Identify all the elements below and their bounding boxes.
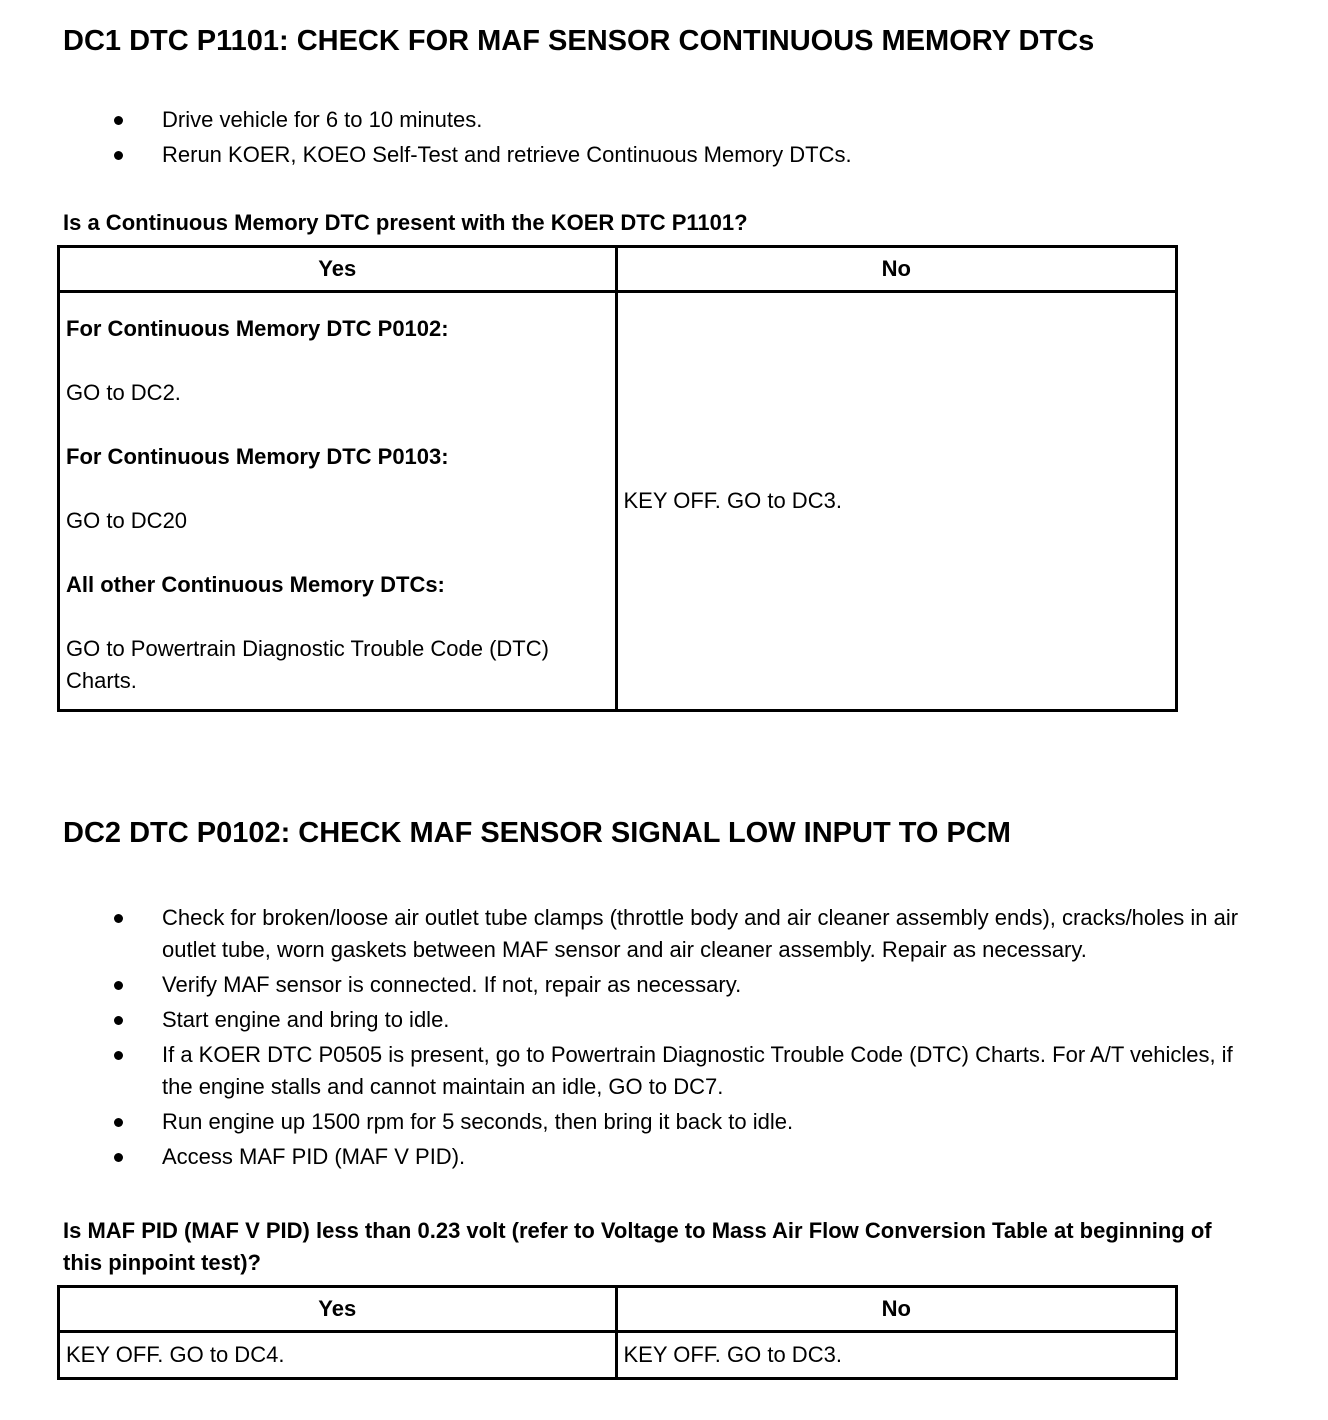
dc1-yes-cell	[60, 293, 618, 709]
bullet-item: Rerun KOER, KOEO Self-Test and retrieve Continuous Memory DTCs.	[57, 139, 1268, 171]
bullet-item: Verify MAF sensor is connected. If not, repair as necessary.	[57, 969, 1268, 1001]
bullet-item: Drive vehicle for 6 to 10 minutes.	[57, 104, 1268, 136]
dc1-bullet-list	[57, 104, 1268, 171]
dc1-yes-cell-content	[66, 313, 605, 697]
dc2-question: Is MAF PID (MAF V PID) less than 0.23 volt (refer to Voltage to Mass Air Flow Conversion Table at beginning of this pinpoint test)?	[63, 1218, 1212, 1275]
bullet-item: Start engine and bring to idle.	[57, 1004, 1268, 1036]
section-dc2	[57, 816, 1268, 1380]
dc2-no-cell: KEY OFF. GO to DC3.	[623, 1342, 842, 1367]
dc2-table-header-row	[60, 1288, 1175, 1333]
dc1-table-body-row	[60, 293, 1175, 709]
section-dc1	[57, 24, 1268, 712]
yes-cell-action: GO to DC2.	[66, 380, 181, 405]
bullet-item: Run engine up 1500 rpm for 5 seconds, then bring it back to idle.	[57, 1106, 1268, 1138]
dc2-decision-table	[57, 1285, 1178, 1380]
yes-cell-action: GO to Powertrain Diagnostic Trouble Code (DTC) Charts.	[66, 636, 549, 693]
yes-cell-heading: For Continuous Memory DTC P0102:	[66, 316, 449, 341]
dc2-table-body-row	[60, 1333, 1175, 1377]
dc1-table-header-row	[60, 248, 1175, 293]
dc2-table-header-no: No	[881, 1296, 911, 1321]
bullet-item: Access MAF PID (MAF V PID).	[57, 1141, 1268, 1173]
dc1-question: Is a Continuous Memory DTC present with the KOER DTC P1101?	[63, 210, 748, 235]
dc1-decision-table	[57, 245, 1178, 712]
dc2-bullet-list	[57, 902, 1268, 1173]
dc2-table-header-yes: Yes	[60, 1288, 618, 1330]
dc1-no-cell	[618, 293, 1176, 709]
dc1-table-header-yes: Yes	[60, 248, 618, 290]
yes-cell-heading: All other Continuous Memory DTCs:	[66, 572, 445, 597]
section-dc2-title: DC2 DTC P0102: CHECK MAF SENSOR SIGNAL LOW INPUT TO PCM	[63, 817, 1011, 849]
bullet-item: Check for broken/loose air outlet tube clamps (throttle body and air cleaner assembly ends), cracks/holes in air outlet tube, worn gaskets between MAF sensor and air cleaner assembly. Repair as necessary.	[57, 902, 1268, 966]
yes-cell-action: GO to DC20	[66, 508, 188, 533]
no-cell-action: KEY OFF. GO to DC3.	[623, 488, 842, 513]
yes-cell-heading: For Continuous Memory DTC P0103:	[66, 444, 449, 469]
dc1-table-header-no: No	[881, 256, 911, 281]
bullet-item: If a KOER DTC P0505 is present, go to Powertrain Diagnostic Trouble Code (DTC) Charts. For A/T vehicles, if the engine stalls and cannot maintain an idle, GO to DC7.	[57, 1039, 1268, 1103]
dc2-yes-cell: KEY OFF. GO to DC4.	[60, 1333, 618, 1377]
section-dc1-title: DC1 DTC P1101: CHECK FOR MAF SENSOR CONTINUOUS MEMORY DTCs	[63, 25, 1095, 57]
